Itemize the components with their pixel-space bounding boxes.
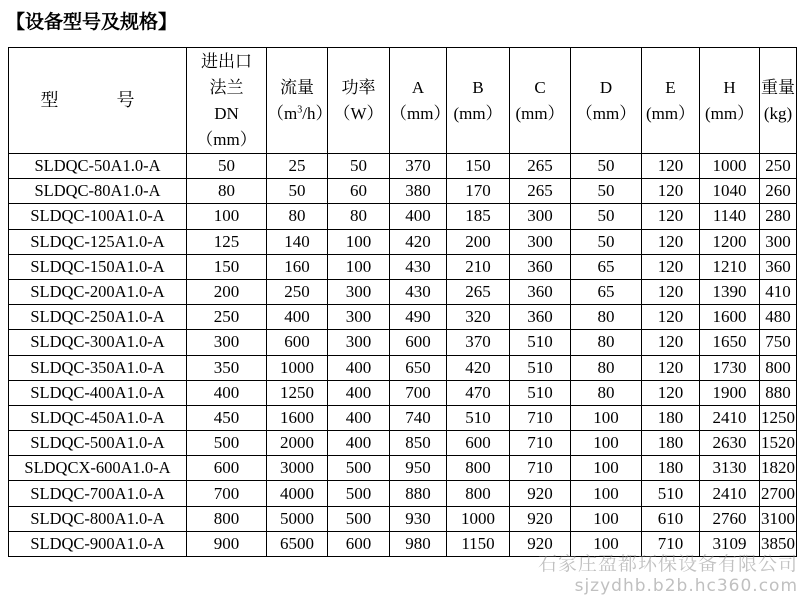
value-cell: 3000 (267, 456, 328, 481)
value-cell: 280 (760, 204, 797, 229)
value-cell: 800 (187, 506, 267, 531)
model-cell: SLDQC-100A1.0-A (9, 204, 187, 229)
value-cell: 900 (187, 531, 267, 556)
value-cell: 600 (328, 531, 390, 556)
value-cell: 100 (187, 204, 267, 229)
model-cell: SLDQC-400A1.0-A (9, 380, 187, 405)
value-cell: 120 (642, 154, 700, 179)
header-d: D （mm） (571, 48, 642, 154)
model-cell: SLDQC-900A1.0-A (9, 531, 187, 556)
value-cell: 250 (187, 305, 267, 330)
value-cell: 1210 (700, 254, 760, 279)
value-cell: 1650 (700, 330, 760, 355)
value-cell: 920 (510, 481, 571, 506)
value-cell: 1250 (760, 405, 797, 430)
value-cell: 180 (642, 456, 700, 481)
value-cell: 260 (760, 179, 797, 204)
value-cell: 1600 (267, 405, 328, 430)
value-cell: 80 (571, 380, 642, 405)
value-cell: 250 (267, 279, 328, 304)
value-cell: 65 (571, 279, 642, 304)
header-h: H (mm） (700, 48, 760, 154)
model-cell: SLDQC-700A1.0-A (9, 481, 187, 506)
value-cell: 120 (642, 279, 700, 304)
value-cell: 930 (390, 506, 447, 531)
value-cell: 1600 (700, 305, 760, 330)
value-cell: 265 (510, 179, 571, 204)
value-cell: 100 (571, 481, 642, 506)
model-cell: SLDQC-450A1.0-A (9, 405, 187, 430)
value-cell: 1200 (700, 229, 760, 254)
value-cell: 710 (510, 431, 571, 456)
value-cell: 410 (760, 279, 797, 304)
value-cell: 710 (510, 405, 571, 430)
value-cell: 370 (390, 154, 447, 179)
value-cell: 100 (571, 506, 642, 531)
value-cell: 500 (328, 456, 390, 481)
value-cell: 510 (510, 380, 571, 405)
value-cell: 120 (642, 254, 700, 279)
value-cell: 800 (760, 355, 797, 380)
model-cell: SLDQC-50A1.0-A (9, 154, 187, 179)
value-cell: 180 (642, 405, 700, 430)
value-cell: 1390 (700, 279, 760, 304)
value-cell: 420 (390, 229, 447, 254)
value-cell: 370 (447, 330, 510, 355)
value-cell: 300 (510, 204, 571, 229)
value-cell: 5000 (267, 506, 328, 531)
table-row (9, 154, 797, 179)
value-cell: 400 (328, 405, 390, 430)
value-cell: 400 (187, 380, 267, 405)
value-cell: 2630 (700, 431, 760, 456)
model-cell: SLDQC-350A1.0-A (9, 355, 187, 380)
model-cell: SLDQC-250A1.0-A (9, 305, 187, 330)
table-row (9, 279, 797, 304)
value-cell: 160 (267, 254, 328, 279)
section-title: 【设备型号及规格】 (6, 11, 178, 33)
table-row (9, 431, 797, 456)
value-cell: 880 (390, 481, 447, 506)
value-cell: 510 (510, 330, 571, 355)
value-cell: 50 (571, 204, 642, 229)
value-cell: 300 (510, 229, 571, 254)
value-cell: 80 (571, 355, 642, 380)
header-e: E (mm） (642, 48, 700, 154)
watermark-company: 石家庄盈都环保设备有限公司 (537, 553, 798, 575)
value-cell: 1900 (700, 380, 760, 405)
value-cell: 490 (390, 305, 447, 330)
value-cell: 400 (328, 431, 390, 456)
value-cell: 25 (267, 154, 328, 179)
value-cell: 210 (447, 254, 510, 279)
value-cell: 80 (328, 204, 390, 229)
value-cell: 50 (267, 179, 328, 204)
value-cell: 610 (642, 506, 700, 531)
value-cell: 400 (267, 305, 328, 330)
value-cell: 2410 (700, 481, 760, 506)
table-row (9, 531, 797, 556)
value-cell: 120 (642, 380, 700, 405)
value-cell: 1730 (700, 355, 760, 380)
table-row (9, 204, 797, 229)
value-cell: 150 (187, 254, 267, 279)
value-cell: 700 (187, 481, 267, 506)
value-cell: 2410 (700, 405, 760, 430)
header-weight: 重量 (kg) (760, 48, 797, 154)
value-cell: 800 (447, 456, 510, 481)
value-cell: 920 (510, 506, 571, 531)
value-cell: 120 (642, 355, 700, 380)
value-cell: 500 (328, 481, 390, 506)
value-cell: 700 (390, 380, 447, 405)
value-cell: 430 (390, 254, 447, 279)
value-cell: 350 (187, 355, 267, 380)
value-cell: 100 (328, 229, 390, 254)
value-cell: 120 (642, 204, 700, 229)
header-row (9, 48, 797, 154)
value-cell: 650 (390, 355, 447, 380)
value-cell: 100 (571, 531, 642, 556)
value-cell: 120 (642, 229, 700, 254)
value-cell: 300 (328, 305, 390, 330)
value-cell: 510 (510, 355, 571, 380)
value-cell: 750 (760, 330, 797, 355)
model-cell: SLDQC-125A1.0-A (9, 229, 187, 254)
value-cell: 1250 (267, 380, 328, 405)
value-cell: 100 (571, 456, 642, 481)
value-cell: 400 (390, 204, 447, 229)
value-cell: 950 (390, 456, 447, 481)
value-cell: 80 (187, 179, 267, 204)
table-row (9, 481, 797, 506)
value-cell: 300 (328, 279, 390, 304)
value-cell: 65 (571, 254, 642, 279)
value-cell: 50 (328, 154, 390, 179)
value-cell: 80 (267, 204, 328, 229)
header-c: C (mm） (510, 48, 571, 154)
value-cell: 600 (187, 456, 267, 481)
header-dn: 进出口 法兰 DN （mm） (187, 48, 267, 154)
value-cell: 320 (447, 305, 510, 330)
value-cell: 100 (571, 405, 642, 430)
model-cell: SLDQC-150A1.0-A (9, 254, 187, 279)
table-row (9, 330, 797, 355)
value-cell: 50 (571, 154, 642, 179)
value-cell: 180 (642, 431, 700, 456)
model-cell: SLDQC-80A1.0-A (9, 179, 187, 204)
value-cell: 2760 (700, 506, 760, 531)
model-cell: SLDQC-300A1.0-A (9, 330, 187, 355)
value-cell: 600 (390, 330, 447, 355)
model-cell: SLDQC-800A1.0-A (9, 506, 187, 531)
table-row (9, 456, 797, 481)
value-cell: 265 (510, 154, 571, 179)
value-cell: 1140 (700, 204, 760, 229)
value-cell: 470 (447, 380, 510, 405)
value-cell: 125 (187, 229, 267, 254)
value-cell: 360 (510, 254, 571, 279)
table-row (9, 229, 797, 254)
value-cell: 300 (328, 330, 390, 355)
value-cell: 150 (447, 154, 510, 179)
value-cell: 1820 (760, 456, 797, 481)
value-cell: 920 (510, 531, 571, 556)
value-cell: 2700 (760, 481, 797, 506)
value-cell: 880 (760, 380, 797, 405)
value-cell: 1040 (700, 179, 760, 204)
value-cell: 1520 (760, 431, 797, 456)
table-row (9, 305, 797, 330)
value-cell: 6500 (267, 531, 328, 556)
value-cell: 250 (760, 154, 797, 179)
value-cell: 120 (642, 330, 700, 355)
header-model: 型 号 (9, 48, 187, 154)
value-cell: 510 (642, 481, 700, 506)
table-row (9, 179, 797, 204)
value-cell: 710 (510, 456, 571, 481)
value-cell: 100 (571, 431, 642, 456)
spec-table (8, 47, 797, 557)
value-cell: 3850 (760, 531, 797, 556)
value-cell: 400 (328, 380, 390, 405)
value-cell: 265 (447, 279, 510, 304)
table-row (9, 380, 797, 405)
value-cell: 300 (760, 229, 797, 254)
value-cell: 60 (328, 179, 390, 204)
value-cell: 710 (642, 531, 700, 556)
value-cell: 120 (642, 179, 700, 204)
value-cell: 50 (571, 179, 642, 204)
value-cell: 740 (390, 405, 447, 430)
value-cell: 300 (187, 330, 267, 355)
value-cell: 80 (571, 305, 642, 330)
value-cell: 500 (328, 506, 390, 531)
value-cell: 600 (447, 431, 510, 456)
value-cell: 450 (187, 405, 267, 430)
value-cell: 200 (187, 279, 267, 304)
value-cell: 800 (447, 481, 510, 506)
value-cell: 1150 (447, 531, 510, 556)
value-cell: 360 (510, 305, 571, 330)
model-cell: SLDQCX-600A1.0-A (9, 456, 187, 481)
spec-table-body (9, 154, 797, 557)
value-cell: 850 (390, 431, 447, 456)
value-cell: 3109 (700, 531, 760, 556)
value-cell: 170 (447, 179, 510, 204)
header-a: A （mm） (390, 48, 447, 154)
value-cell: 120 (642, 305, 700, 330)
model-cell: SLDQC-500A1.0-A (9, 431, 187, 456)
value-cell: 420 (447, 355, 510, 380)
value-cell: 200 (447, 229, 510, 254)
model-cell: SLDQC-200A1.0-A (9, 279, 187, 304)
watermark-url: sjzydhb.b2b.hc360.com (574, 576, 798, 596)
value-cell: 480 (760, 305, 797, 330)
value-cell: 1000 (267, 355, 328, 380)
value-cell: 50 (571, 229, 642, 254)
value-cell: 380 (390, 179, 447, 204)
value-cell: 360 (510, 279, 571, 304)
table-row (9, 254, 797, 279)
value-cell: 510 (447, 405, 510, 430)
value-cell: 500 (187, 431, 267, 456)
value-cell: 3130 (700, 456, 760, 481)
value-cell: 600 (267, 330, 328, 355)
header-b: B (mm） (447, 48, 510, 154)
table-row (9, 506, 797, 531)
value-cell: 360 (760, 254, 797, 279)
value-cell: 50 (187, 154, 267, 179)
value-cell: 2000 (267, 431, 328, 456)
value-cell: 4000 (267, 481, 328, 506)
value-cell: 400 (328, 355, 390, 380)
value-cell: 185 (447, 204, 510, 229)
value-cell: 430 (390, 279, 447, 304)
header-flow: 流量 $(m^3/h)$ (267, 48, 328, 154)
value-cell: 980 (390, 531, 447, 556)
value-cell: 3100 (760, 506, 797, 531)
value-cell: 1000 (447, 506, 510, 531)
header-power: 功率 （W） (328, 48, 390, 154)
value-cell: 80 (571, 330, 642, 355)
value-cell: 100 (328, 254, 390, 279)
value-cell: 140 (267, 229, 328, 254)
table-row (9, 355, 797, 380)
value-cell: 1000 (700, 154, 760, 179)
table-row (9, 405, 797, 430)
